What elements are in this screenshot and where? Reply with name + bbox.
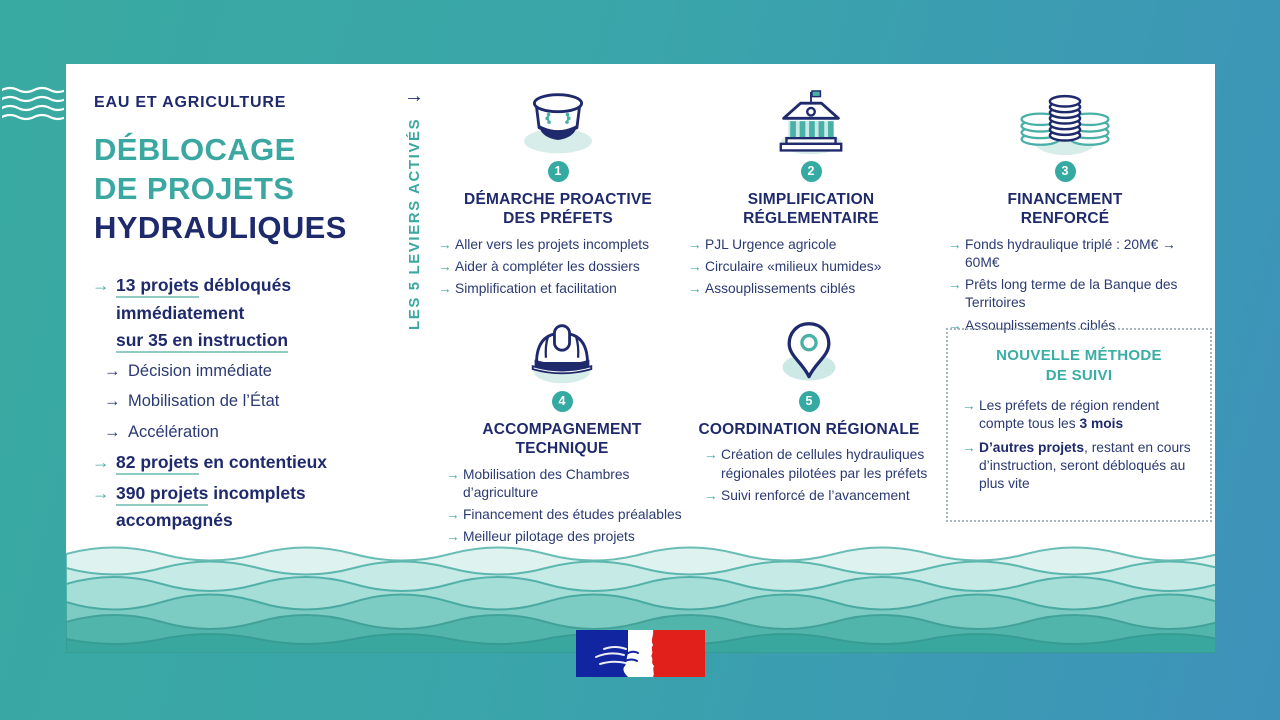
arrow-icon: →: [438, 258, 452, 274]
list-item: → Financement des études préalables: [446, 506, 686, 524]
list-item: → Meilleur pilotage des projets: [446, 528, 686, 546]
list-item: → Simplification et facilitation: [438, 280, 678, 298]
list-item: → Aller vers les projets incomplets: [438, 236, 678, 254]
lever-number-badge: 2: [801, 161, 822, 182]
stat-projects-incomplete: → 390 projets incomplets accompagnés: [92, 480, 402, 535]
lever-1-demarche-proactive: [438, 90, 678, 302]
lever-5-coordination: [676, 320, 942, 509]
lever-items: [936, 236, 1194, 335]
lever-number-badge: 4: [552, 391, 573, 412]
lever-title: COORDINATION RÉGIONALE: [698, 421, 920, 438]
list-item: → Fonds hydraulique triplé : 20M€ → 60M€: [948, 236, 1176, 270]
location-pin-icon: [754, 320, 864, 388]
title-line-1: DÉBLOCAGE: [94, 132, 296, 167]
lever-2-simplification: [688, 90, 934, 302]
levers-section-label: → LES 5 LEVIERS ACTIVÉS: [396, 86, 432, 346]
prefect-cap-icon: [503, 90, 613, 158]
title-line-2: DE PROJETS: [94, 171, 295, 206]
stat-sub-item: → Décision immédiate: [104, 358, 402, 386]
page-title: [94, 130, 347, 247]
arrow-icon: →: [688, 236, 702, 252]
arrow-icon: →: [446, 507, 460, 523]
wavy-lines-decoration: [2, 86, 64, 122]
stat-projects-litigation: → 82 projets en contentieux: [92, 449, 402, 477]
key-figures: [92, 272, 402, 538]
french-government-logo: [576, 630, 705, 677]
list-item: → PJL Urgence agricole: [688, 236, 934, 254]
stat-projects-unblocked: → 13 projets débloqués immédiatement sur 35 en instruction: [92, 272, 402, 355]
lever-items: [438, 466, 686, 547]
list-item: → Suivi renforcé de l’avancement: [704, 487, 942, 505]
lever-number-badge: 5: [799, 391, 820, 412]
list-item: → Circulaire «milieux humides»: [688, 258, 934, 276]
arrow-icon: →: [948, 277, 962, 293]
arrow-icon: →: [92, 482, 110, 503]
list-item: → Aider à compléter les dossiers: [438, 258, 678, 276]
kicker: EAU ET AGRICULTURE: [94, 94, 287, 111]
lever-items: [676, 446, 942, 505]
arrow-icon: →: [92, 275, 110, 295]
list-item: → Les préfets de région rendent compte tous les 3 mois: [962, 398, 1160, 432]
arrow-icon: →: [962, 398, 976, 413]
stat-value: 82 projets: [116, 452, 199, 475]
followup-method-box: [946, 328, 1212, 522]
stat-sub-item: → Accélération: [104, 419, 402, 447]
coin-stacks-icon: [1010, 90, 1120, 158]
followup-title: NOUVELLE MÉTHODE DE SUIVI: [996, 347, 1162, 384]
list-item: → D’autres projets, restant en cours d’instruction, seront débloqués au plus vite: [962, 439, 1191, 492]
lever-title: DÉMARCHE PROACTIVE DES PRÉFETS: [464, 191, 652, 228]
arrow-icon: →: [948, 317, 962, 333]
stat-value: sur 35 en instruction: [116, 330, 288, 353]
arrow-icon: →: [92, 452, 110, 472]
lever-title: ACCOMPAGNEMENT TECHNIQUE: [482, 421, 642, 458]
arrow-icon: →: [104, 422, 121, 441]
lever-title: SIMPLIFICATION RÉGLEMENTAIRE: [743, 191, 879, 228]
arrow-icon: →: [104, 392, 121, 410]
list-item: → Création de cellules hydrauliques régionales pilotées par les préfets: [704, 447, 928, 481]
arrow-icon: →: [438, 236, 452, 252]
arrow-icon: →: [446, 529, 460, 545]
lever-3-financement: [936, 90, 1194, 339]
arrow-icon: →: [704, 447, 718, 463]
list-item: → Mobilisation des Chambres d’agriculture: [446, 466, 630, 500]
arrow-icon: →: [446, 466, 460, 482]
arrow-icon: →: [104, 361, 121, 380]
lever-items: [688, 236, 934, 299]
arrow-icon: →: [688, 281, 702, 297]
arrow-icon: →: [948, 236, 962, 252]
stat-sub-item: → Mobilisation de l’État: [104, 388, 402, 416]
lever-title: FINANCEMENT RENFORCÉ: [1007, 191, 1123, 228]
stat-value: 13 projets: [116, 275, 199, 298]
lever-items: [438, 236, 678, 299]
arrow-icon: →: [438, 281, 452, 297]
hard-hat-icon: [507, 320, 617, 388]
title-line-3: HYDRAULIQUES: [94, 210, 347, 245]
list-item: → Assouplissements ciblés: [948, 317, 1194, 335]
list-item: → Assouplissements ciblés: [688, 280, 934, 298]
list-item: → Prêts long terme de la Banque des Territoires: [948, 277, 1178, 311]
lever-4-accompagnement: [438, 320, 686, 551]
arrow-icon: →: [704, 487, 718, 503]
infographic-card: [66, 64, 1215, 653]
government-building-icon: [756, 90, 866, 158]
lever-number-badge: 1: [548, 161, 569, 182]
stat-value: 390 projets: [116, 483, 208, 506]
arrow-icon: →: [404, 85, 424, 107]
arrow-icon: →: [962, 439, 976, 455]
arrow-icon: →: [688, 258, 702, 274]
lever-number-badge: 3: [1055, 161, 1076, 182]
